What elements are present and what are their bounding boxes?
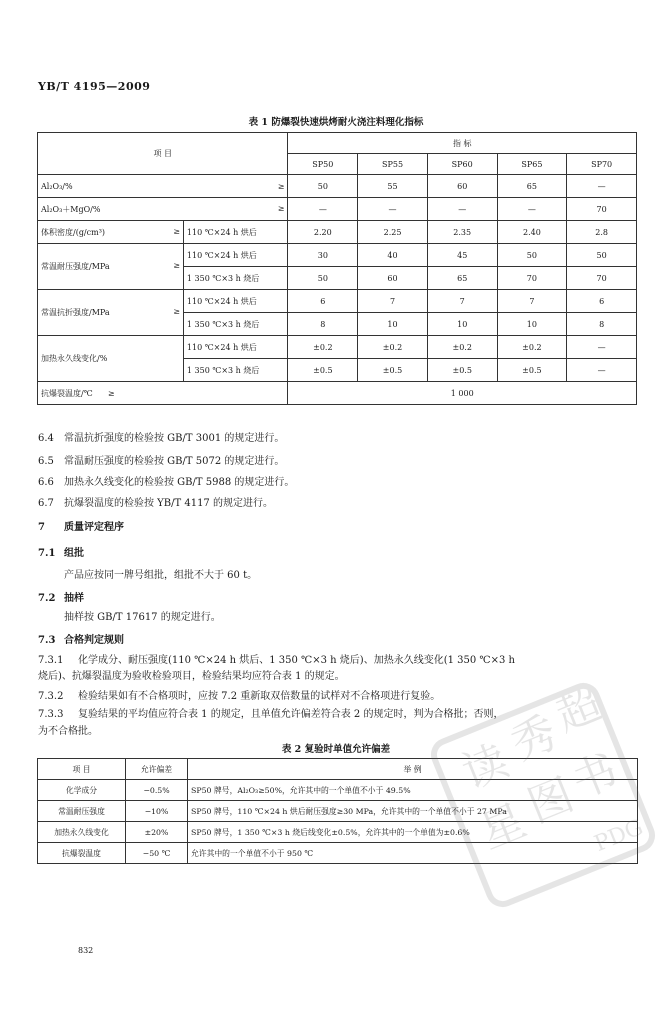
clause-text: 加热永久线变化的检验按 GB/T 5988 的规定进行。 bbox=[64, 477, 295, 488]
cell-value: 10 bbox=[497, 313, 567, 336]
cell-value: 60 bbox=[427, 175, 497, 198]
table1-caption: 表 1 防爆裂快速烘烤耐火浇注料理化指标 bbox=[248, 117, 424, 128]
cell-value: ±0.5 bbox=[358, 359, 428, 382]
table2-header: 项 目 bbox=[38, 759, 126, 780]
clause-number: 7.3.3 bbox=[38, 709, 64, 720]
cell-value: 7 bbox=[427, 290, 497, 313]
cell-value: 50 bbox=[288, 175, 358, 198]
cell-value: — bbox=[567, 359, 637, 382]
row-condition: 110 ℃×24 h 烘后 bbox=[183, 336, 288, 359]
body-line bbox=[38, 432, 672, 446]
cell-value: 10 bbox=[358, 313, 428, 336]
table1-index-header: 指 标 bbox=[288, 133, 637, 154]
body-line bbox=[38, 497, 672, 511]
table2-caption: 表 2 复验时单值允许偏差 bbox=[281, 744, 391, 755]
watermark-glyph: 星 bbox=[473, 794, 533, 859]
clause-text: 化学成分、耐压强度(110 ℃×24 h 烘后、1 350 ℃×3 h 烧后)、加热永久线变化(1 350 ℃×3 h bbox=[78, 655, 515, 666]
clause-text: 常温耐压强度的检验按 GB/T 5072 的规定进行。 bbox=[64, 456, 285, 467]
page-number: 832 bbox=[78, 946, 94, 955]
cell-value: ±0.5 bbox=[288, 359, 358, 382]
body-line bbox=[38, 654, 672, 668]
row-operator: ≥ bbox=[173, 307, 180, 316]
cell-value: ±0.5 bbox=[427, 359, 497, 382]
cell-value: — bbox=[567, 336, 637, 359]
clause-text: 为不合格批。 bbox=[38, 726, 98, 737]
cell-value: 2.35 bbox=[427, 221, 497, 244]
row-operator: ≥ bbox=[173, 226, 180, 236]
table-row bbox=[38, 336, 637, 359]
cell-value: −10% bbox=[126, 801, 188, 822]
table-row bbox=[38, 290, 637, 313]
row-condition: 110 ℃×24 h 烘后 bbox=[183, 290, 288, 313]
row-item: 抗爆裂温度/℃ bbox=[41, 388, 93, 398]
watermark-glyph: 秀 bbox=[504, 706, 565, 771]
clause-number: 7 bbox=[38, 522, 45, 533]
row-operator: ≥ bbox=[277, 181, 285, 191]
clause-number: 6.4 bbox=[38, 433, 54, 444]
grade-header: SP55 bbox=[358, 154, 428, 175]
clause-text: 常温抗折强度的检验按 GB/T 3001 的规定进行。 bbox=[64, 433, 285, 444]
clause-number: 6.7 bbox=[38, 498, 54, 509]
cell-value: SP50 牌号，1 350 ℃×3 h 烧后线变化±0.5%，允许其中的一个单值为±0.6% bbox=[188, 822, 638, 843]
table2-header: 举 例 bbox=[188, 759, 638, 780]
cell-value: 2.40 bbox=[497, 221, 567, 244]
clause-text: 抽样按 GB/T 17617 的规定进行。 bbox=[64, 612, 221, 623]
cell-value: 2.8 bbox=[567, 221, 637, 244]
grade-header: SP60 bbox=[427, 154, 497, 175]
cell-value: 化学成分 bbox=[38, 780, 126, 801]
cell-value: 50 bbox=[288, 267, 358, 290]
cell-value: 60 bbox=[358, 267, 428, 290]
table-row bbox=[38, 382, 637, 405]
cell-value: 2.20 bbox=[288, 221, 358, 244]
table-row bbox=[38, 175, 637, 198]
watermark-glyph: 图 bbox=[520, 769, 581, 833]
table1-item-header: 项 目 bbox=[38, 133, 288, 175]
cell-value: 10 bbox=[427, 313, 497, 336]
cell-value: 40 bbox=[358, 244, 428, 267]
clause-number: 6.5 bbox=[38, 456, 54, 467]
cell-value: 6 bbox=[567, 290, 637, 313]
row-condition: 110 ℃×24 h 烘后 bbox=[183, 221, 288, 244]
cell-value: — bbox=[567, 175, 637, 198]
cell-value: −0.5% bbox=[126, 780, 188, 801]
cell-value: — bbox=[288, 198, 358, 221]
row-item: 体积密度/(g/cm³) bbox=[41, 227, 106, 237]
cell-value: 常温耐压强度 bbox=[38, 801, 126, 822]
clause-text: 合格判定规则 bbox=[64, 635, 124, 646]
standard-code-header: YB/T 4195—2009 bbox=[38, 80, 151, 93]
cell-value: −50 ℃ bbox=[126, 843, 188, 864]
body-line bbox=[38, 592, 672, 606]
row-item: 加热永久线变化/% bbox=[41, 354, 108, 363]
cell-value: 6 bbox=[288, 290, 358, 313]
watermark-label: PDG bbox=[591, 815, 647, 858]
cell-value: 8 bbox=[288, 313, 358, 336]
clause-number: 7.3 bbox=[38, 635, 56, 646]
row-condition: 110 ℃×24 h 烘后 bbox=[183, 244, 288, 267]
cell-value: 抗爆裂温度 bbox=[38, 843, 126, 864]
cell-value: ±0.5 bbox=[497, 359, 567, 382]
table1-physicochemical-indexes bbox=[37, 132, 637, 405]
cell-value: 7 bbox=[497, 290, 567, 313]
row-condition: 1 350 ℃×3 h 烧后 bbox=[183, 359, 288, 382]
clause-text: 检验结果如有不合格项时，应按 7.2 重新取双倍数量的试样对不合格项进行复验。 bbox=[78, 691, 441, 702]
cell-value: 65 bbox=[427, 267, 497, 290]
watermark-glyph: 读 bbox=[455, 735, 516, 799]
cell-value: 70 bbox=[497, 267, 567, 290]
cell-value: 50 bbox=[497, 244, 567, 267]
cell-value: 70 bbox=[567, 198, 637, 221]
body-line bbox=[38, 634, 672, 648]
clause-text: 组批 bbox=[64, 548, 84, 559]
clause-text: 产品应按同一牌号组批，组批不大于 60 t。 bbox=[64, 570, 258, 581]
row-condition: 1 350 ℃×3 h 烧后 bbox=[183, 313, 288, 336]
clause-number: 6.6 bbox=[38, 477, 54, 488]
cell-value: ±0.2 bbox=[497, 336, 567, 359]
cell-value: ±0.2 bbox=[358, 336, 428, 359]
body-line bbox=[38, 476, 672, 490]
row-condition: 1 350 ℃×3 h 烧后 bbox=[183, 267, 288, 290]
cell-value: 65 bbox=[497, 175, 567, 198]
cell-value: SP50 牌号，Al₂O₃≥50%，允许其中的一个单值不小于 49.5% bbox=[188, 780, 638, 801]
cell-value: ±0.2 bbox=[288, 336, 358, 359]
cell-value: SP50 牌号，110 ℃×24 h 烘后耐压强度≥30 MPa，允许其中的一个单值不小于 27 MPa bbox=[188, 801, 638, 822]
cell-value: ±0.2 bbox=[427, 336, 497, 359]
cell-value: — bbox=[497, 198, 567, 221]
clause-text: 烧后)、抗爆裂温度为验收检验项目，检验结果均应符合表 1 的规定。 bbox=[38, 671, 345, 682]
cell-value: 70 bbox=[567, 267, 637, 290]
row-operator: ≥ bbox=[277, 203, 285, 213]
row-item: 常温耐压强度/MPa bbox=[41, 262, 110, 271]
cell-value: — bbox=[427, 198, 497, 221]
cell-value: 55 bbox=[358, 175, 428, 198]
grade-header: SP65 bbox=[497, 154, 567, 175]
row-item: 常温抗折强度/MPa bbox=[41, 308, 110, 317]
cell-value: 50 bbox=[567, 244, 637, 267]
watermark-glyph: 书 bbox=[564, 744, 625, 809]
clause-text: 质量评定程序 bbox=[64, 522, 124, 533]
body-line bbox=[64, 569, 672, 583]
row-item: Al₂O₃/% bbox=[41, 181, 73, 191]
table-row bbox=[38, 221, 637, 244]
clause-number: 7.3.1 bbox=[38, 655, 64, 666]
grade-header: SP50 bbox=[288, 154, 358, 175]
clause-text: 复验结果的平均值应符合表 1 的规定，且单值允许偏差符合表 2 的规定时，判为合格批；否则， bbox=[78, 709, 504, 720]
cell-value: 8 bbox=[567, 313, 637, 336]
cell-value: — bbox=[358, 198, 428, 221]
body-line bbox=[64, 611, 672, 625]
cell-value: 7 bbox=[358, 290, 428, 313]
cell-value: 30 bbox=[288, 244, 358, 267]
clause-number: 7.3.2 bbox=[38, 691, 64, 702]
row-operator: ≥ bbox=[173, 261, 180, 270]
clause-text: 抗爆裂温度的检验按 YB/T 4117 的规定进行。 bbox=[64, 498, 273, 509]
table-row bbox=[38, 198, 637, 221]
cell-value: 允许其中的一个单值不小于 950 ℃ bbox=[188, 843, 638, 864]
cell-value: 加热永久线变化 bbox=[38, 822, 126, 843]
table-row bbox=[38, 244, 637, 267]
cell-value: 45 bbox=[427, 244, 497, 267]
row-operator: ≥ bbox=[107, 388, 115, 398]
clause-number: 7.1 bbox=[38, 548, 56, 559]
clause-text: 抽样 bbox=[64, 593, 84, 604]
cell-value: ±20% bbox=[126, 822, 188, 843]
cell-value: 2.25 bbox=[358, 221, 428, 244]
table2-header: 允许偏差 bbox=[126, 759, 188, 780]
body-line bbox=[38, 547, 672, 561]
grade-header: SP70 bbox=[567, 154, 637, 175]
watermark-glyph: 超 bbox=[548, 678, 609, 742]
body-line bbox=[38, 455, 672, 469]
body-line bbox=[38, 521, 672, 535]
clause-number: 7.2 bbox=[38, 593, 56, 604]
cell-value: 1 000 bbox=[288, 382, 637, 405]
row-item: Al₂O₃＋MgO/% bbox=[41, 204, 101, 214]
